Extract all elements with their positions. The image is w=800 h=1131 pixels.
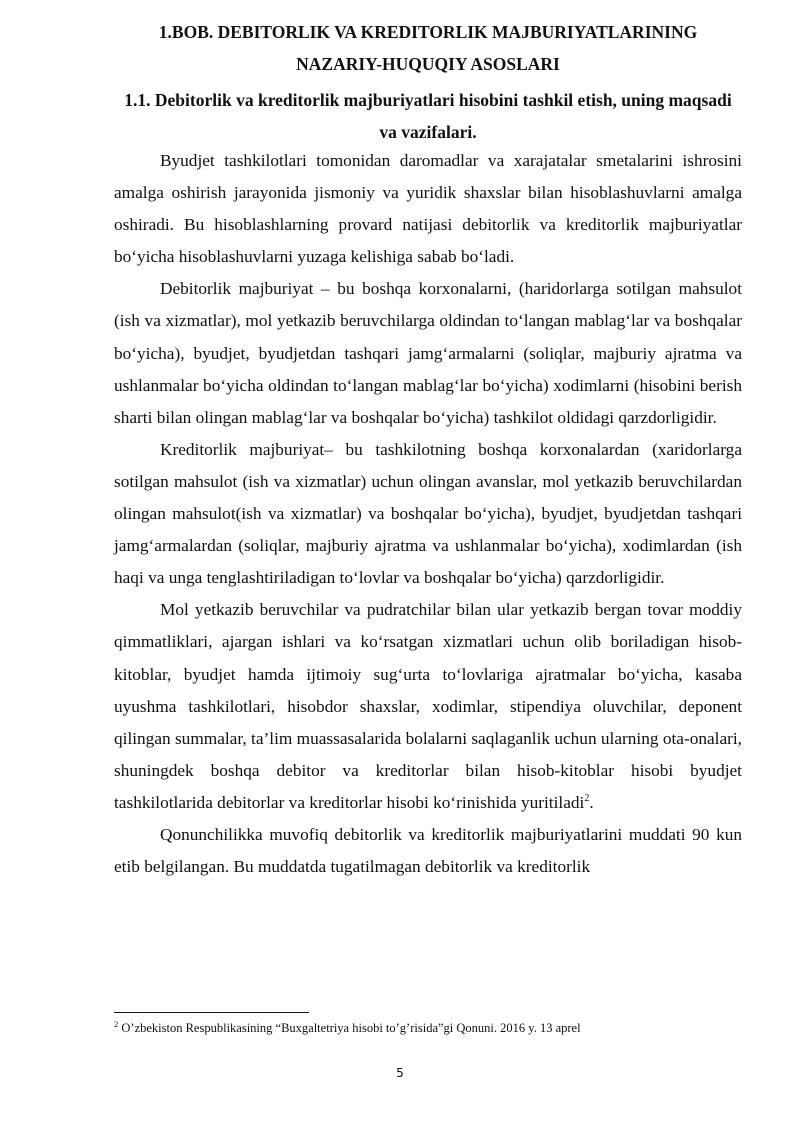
footnote-reference[interactable]: 2 (584, 793, 590, 805)
paragraph-4-text: Mol yetkazib beruvchilar va pudratchilar bilan ular yetkazib bergan tovar moddiy qimmatliklari, ajargan ishlari va ko‘rsatgan xizmatlari uchun olib boriladigan hisob-kitoblar, byudjet hamda ijtimoiy sug‘urta to‘lovlariga ajratmalar bo‘yicha, kasaba uyushma tashkilotlari, hisobdor shaxslar, xodimlar, stipendiya oluvchilar, deponent qilingan summalar, ta’lim muassasalarida bolalarni saqlaganlik uchun ularning ota-onalari, shuningdek boshqa debitor va kreditorlar bilan hisob-kitoblar hisobi byudjet tashkilotlarida debitorlar va kreditorlar hisobi ko‘rinishida yuritiladi (114, 600, 742, 812)
footnote (114, 1019, 754, 1037)
chapter-title: 1.BOB. DEBITORLIK VA KREDITORLIK MAJBURIYATLARINING NAZARIY-HUQUQIY ASOSLARI (158, 22, 698, 74)
paragraph-4 (114, 594, 742, 819)
footnote-divider (114, 1012, 309, 1013)
paragraph-2: Debitorlik majburiyat – bu boshqa korxonalarni, (haridorlarga sotilgan mahsulot (ish va xizmatlar), mol yetkazib beruvchilarga oldindan to‘langan mablag‘lar va boshqalar bo‘yicha), byudjet, byudjetdan tashqari jamg‘armalarni (soliqlar, majburiy ajratma va ushlanmalar bo‘yicha oldindan to‘langan mablag‘lar bo‘yicha) xodimlarni (hisobini berish sharti bilan olingan mablag‘lar va boshqalar bo‘yicha) tashkilot oldidagi qarzdorligidir. (114, 279, 742, 427)
paragraph-1: Byudjet tashkilotlari tomonidan daromadlar va xarajatalar smetalarini ishrosini amalga oshirish jarayonida jismoniy va yuridik shaxslar bilan hisoblashuvlarni amalga oshiradi. Bu hisoblashlarning provard natijasi debitorlik va kreditorlik majburiyatlar bo‘yicha hisoblashuvlarni yuzaga kelishiga sabab bo‘ladi. (114, 151, 742, 267)
paragraph-5: Qonunchilikka muvofiq debitorlik va kreditorlik majburiyatlarini muddati 90 kun etib belgilangan. Bu muddatda tugatilmagan debitorlik va kreditorlik (114, 824, 742, 877)
page-number: 5 (396, 1066, 404, 1080)
body-text (114, 145, 742, 883)
paragraph-3: Kreditorlik majburiyat– bu tashkilotning boshqa korxonalardan (xaridorlarga sotilgan mahsulot (ish va xizmatlar) uchun olingan avanslar, mol yetkazib beruvchilardan olingan mahsulot(ish va xizmatlar) va boshqalar bo‘yicha), byudjet, byudjetdan tashqari jamg‘armalardan (soliqlar, majburiy ajratma va ushlanmalar bo‘yicha), xodimlardan (ish haqi va unga tenglashtiriladigan to‘lovlar va boshqalar bo‘yicha) qarzdorligidir. (114, 439, 742, 588)
footnote-text: O’zbekiston Respublikasining “Buxgaltetriya hisobi to’g’risida”gi Qonuni. 2016 y. 13 aprel (118, 1021, 581, 1035)
paragraph-4-end: . (589, 792, 594, 812)
section-title: 1.1. Debitorlik va kreditorlik majburiyatlari hisobini tashkil etish, uning maqsadi va vazifalari. (124, 90, 732, 142)
footnote-marker: 2 (114, 1018, 119, 1029)
